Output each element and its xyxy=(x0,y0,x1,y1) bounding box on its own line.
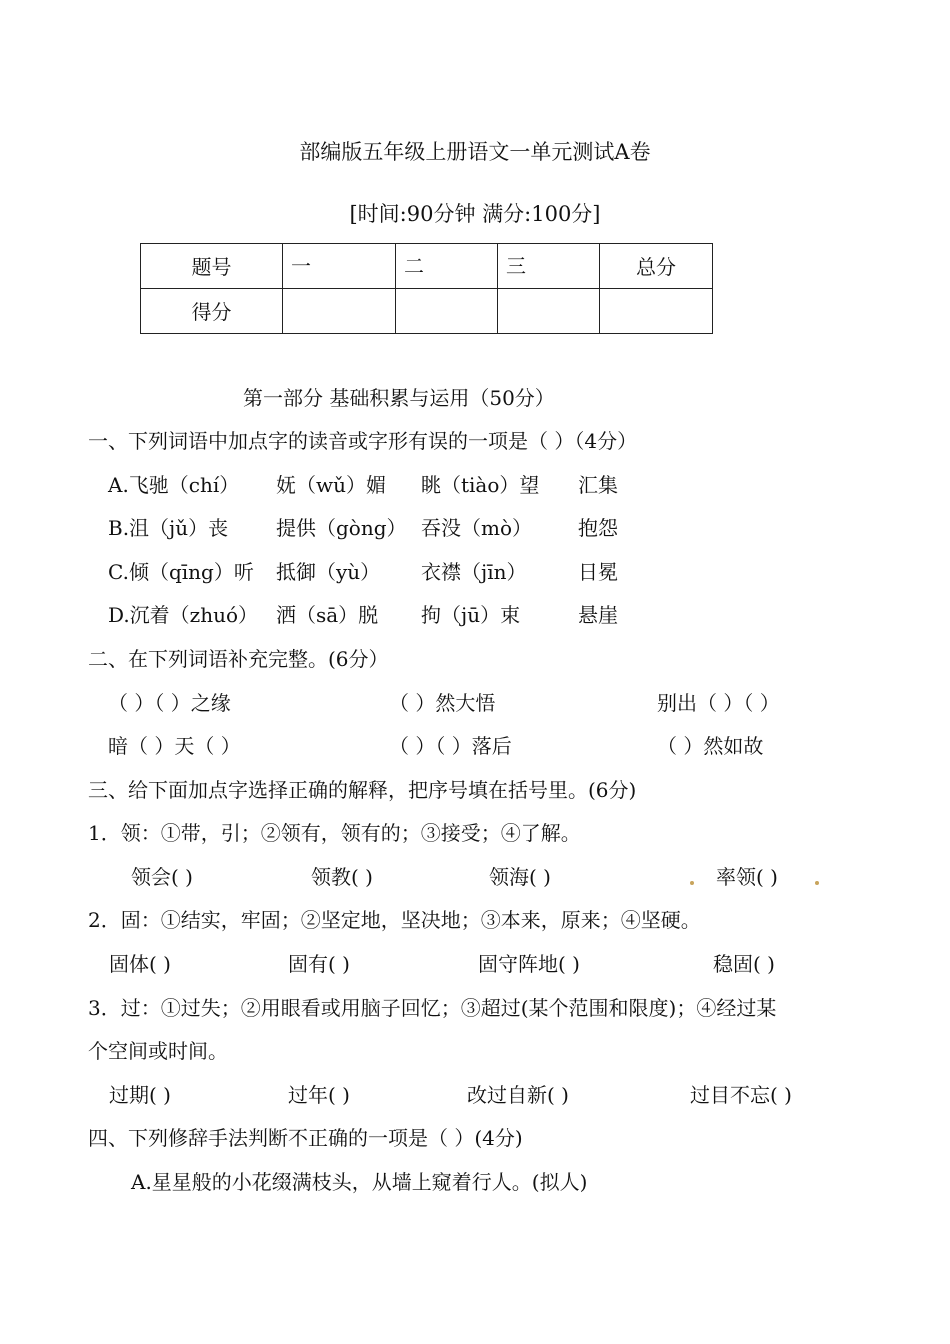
q1-option-d-word-1: D.沉着（zhuó） xyxy=(108,603,259,627)
q3-sub3-answer-item[interactable]: 过年( ) xyxy=(288,1083,350,1107)
q1-stem: 一、下列词语中加点字的读音或字形有误的一项是（ ）（4分） xyxy=(88,429,638,453)
q3-sub1-definition: 1．领：①带，引；②领有，领有的；③接受；④了解。 xyxy=(88,821,581,845)
q1-option-d-word-3: 拘（jū）束 xyxy=(421,603,521,627)
q2-stem: 二、在下列词语补充完整。(6分） xyxy=(88,647,389,671)
q1-option-c-word-1: C.倾（qīng）听 xyxy=(108,560,254,584)
q2-blank-item[interactable]: （ ）（ ）之缘 xyxy=(108,691,231,715)
q3-sub2-definition: 2．固：①结实，牢固；②坚定地，坚决地；③本来，原来；④坚硬。 xyxy=(88,908,701,932)
score-cell-section-3[interactable] xyxy=(498,289,599,333)
q3-sub3-answer-item[interactable]: 过目不忘( ) xyxy=(690,1083,792,1107)
emphasis-dot-icon xyxy=(815,881,819,885)
q1-option-c-word-2: 抵御（yù） xyxy=(276,560,381,584)
score-table-header-row xyxy=(141,244,713,289)
q3-sub2-answer-item[interactable]: 固有( ) xyxy=(288,952,350,976)
q4-stem: 四、下列修辞手法判断不正确的一项是（ ）(4分) xyxy=(88,1126,523,1150)
q1-option-d-word-2: 洒（sā）脱 xyxy=(276,603,379,627)
q3-sub3-answer-item[interactable]: 改过自新( ) xyxy=(467,1083,569,1107)
q1-option-a-word-3: 眺（tiào）望 xyxy=(421,473,540,497)
q3-sub1-answer-item[interactable]: 率领( ) xyxy=(716,865,778,889)
score-table-score-row xyxy=(141,289,713,334)
q3-sub2-answer-item[interactable]: 固守阵地( ) xyxy=(478,952,580,976)
q2-blank-item[interactable]: 暗（ ）天（ ） xyxy=(108,734,241,758)
q3-sub1-answer-item[interactable]: 领会( ) xyxy=(131,865,193,889)
score-table-row-label: 得分 xyxy=(191,300,232,324)
q1-option-a-word-4: 汇集 xyxy=(578,473,618,497)
q3-sub3-answer-item[interactable]: 过期( ) xyxy=(109,1083,171,1107)
q1-option-c-word-4: 日冕 xyxy=(578,560,618,584)
q3-sub2-answer-item[interactable]: 固体( ) xyxy=(109,952,171,976)
score-cell-total[interactable] xyxy=(600,289,712,333)
q2-blank-item[interactable]: 别出（ ）（ ） xyxy=(657,691,780,715)
score-table-header-label: 题号 xyxy=(191,255,232,279)
score-table-header-section-2: 二 xyxy=(404,254,424,278)
score-table-header-total: 总分 xyxy=(636,255,676,279)
q4-option-a: A.星星般的小花缀满枝头，从墙上窥着行人。(拟人) xyxy=(131,1170,588,1194)
time-score-info: [时间:90分钟 满分:100分] xyxy=(349,202,601,226)
score-table-header-section-1: 一 xyxy=(291,254,311,278)
q1-option-b-word-1: B.沮（jǔ）丧 xyxy=(108,516,229,540)
q3-sub2-answer-item[interactable]: 稳固( ) xyxy=(713,952,775,976)
q1-option-a-word-1: A.飞驰（chí） xyxy=(108,473,240,497)
score-cell-section-1[interactable] xyxy=(283,289,395,333)
q1-option-b-word-3: 吞没（mò） xyxy=(421,516,533,540)
document-title: 部编版五年级上册语文一单元测试A卷 xyxy=(299,140,651,164)
q1-option-a-word-2: 妩（wǔ）媚 xyxy=(276,473,386,497)
q1-option-c-word-3: 衣襟（jīn） xyxy=(421,560,527,584)
q3-sub1-answer-item[interactable]: 领教( ) xyxy=(311,865,373,889)
q3-sub1-answer-item[interactable]: 领海( ) xyxy=(489,865,551,889)
emphasis-dot-icon xyxy=(690,881,694,885)
part-one-heading: 第一部分 基础积累与运用（50分） xyxy=(243,386,555,410)
q3-stem: 三、给下面加点字选择正确的解释，把序号填在括号里。(6分) xyxy=(88,778,637,802)
score-cell-section-2[interactable] xyxy=(396,289,497,333)
q2-blank-item[interactable]: （ ）然大悟 xyxy=(389,691,496,715)
score-table xyxy=(140,243,713,334)
q2-blank-item[interactable]: （ ）然如故 xyxy=(657,734,764,758)
q2-blank-item[interactable]: （ ）（ ）落后 xyxy=(389,734,512,758)
q3-sub3-definition-line-2: 个空间或时间。 xyxy=(88,1039,228,1063)
q1-option-b-word-4: 抱怨 xyxy=(578,516,618,540)
q3-sub3-definition-line-1: 3．过：①过失；②用眼看或用脑子回忆；③超过(某个范围和限度)；④经过某 xyxy=(88,996,777,1020)
q1-option-d-word-4: 悬崖 xyxy=(578,603,618,627)
q1-option-b-word-2: 提供（gòng） xyxy=(276,516,407,540)
score-table-header-section-3: 三 xyxy=(506,254,526,278)
